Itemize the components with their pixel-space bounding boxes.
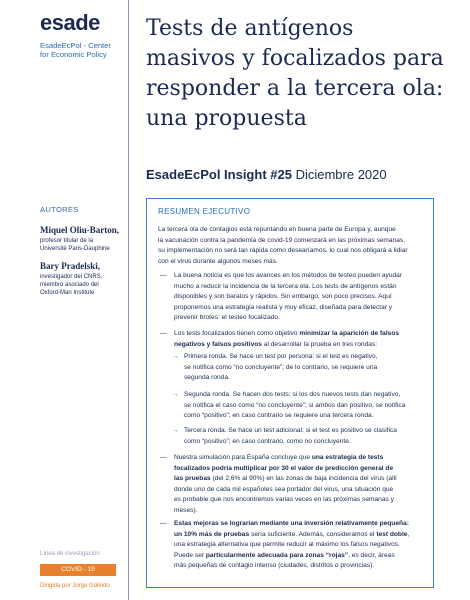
title-line: una propuesta — [146, 106, 307, 131]
author-2-affiliation-1: investigador del CNRS, — [40, 274, 103, 280]
insight-heading — [146, 167, 387, 182]
insight-date: Diciembre 2020 — [295, 167, 387, 182]
text-line: La buena noticia es que los avances en los métodos de testeo pueden ayudar — [174, 272, 403, 279]
text-line: una estrategia alternativa que permite reducir al máximo los falsos negativos. — [174, 541, 400, 549]
research-line-label: Línea de investigación — [40, 551, 100, 557]
text-line: se notifica como “no concluyente”; de lo contrario, se requiere una — [184, 363, 378, 371]
text-line: meses). — [174, 506, 198, 514]
text-line: La tercera ola de contagios está repuntando en buena parte de Europa y, aunque — [158, 226, 396, 233]
author-1-name: Miquel Oliu-Barton, — [40, 225, 120, 235]
org-name-line-1: EsadeEcPol - Center — [40, 41, 111, 50]
text-line: Puede ser particularmente adecuada para zonas “rojas”, es decir, áreas — [174, 551, 395, 559]
author-2-affiliation-3: Oxford-Man Institute — [40, 290, 95, 296]
text-line: Tercera ronda. Se hace un test adicional: si el test es positivo se clasifica — [184, 427, 397, 434]
title-line: Tests de antígenos — [146, 16, 354, 41]
text-line: la vacunación contra la pandemia de covid-19 comenzará en las próximas semanas, — [158, 236, 406, 244]
arrow-right-icon: → — [172, 353, 179, 360]
text-line: Estas mejoras se lograrían mediante una inversión relativamente pequeña: — [174, 520, 409, 527]
text-line: disponibles y son baratos y rápidos. Sin embargo, son poco precisos. Aquí — [174, 293, 392, 301]
text-line: se notifica el caso como “no concluyente”; si ambos dan positivo, se notifica — [184, 401, 406, 409]
summary-intro — [158, 225, 428, 267]
text-line: las pruebas (del 2,6% al 90%) en las zonas de baja incidencia del virus (allí — [174, 475, 397, 483]
author-1-affiliation-2: Université Paris-Dauphine — [40, 246, 110, 252]
text-line: un 10% más de pruebas sería suficiente. Además, consideramos el test doble, — [174, 530, 410, 538]
dash-icon: — — [160, 272, 167, 279]
arrow-right-icon: → — [172, 391, 179, 398]
title-line: masivos y focalizados para — [146, 46, 444, 71]
author-1-affiliation-1: profesor titular de la — [40, 238, 94, 244]
authors-label: AUTORES — [40, 205, 79, 214]
text-line: Primera ronda. Se hace un test por persona: si el test es negativo, — [184, 353, 378, 360]
text-line: mucho a reducir la incidencia de la tercera ola. Los tests de antígenos están — [174, 282, 397, 290]
text-line: como “positivo”; en caso contrario, como no concluyente. — [184, 437, 351, 445]
org-name-line-2: for Economic Policy — [40, 50, 107, 59]
esade-logo: esade — [40, 10, 100, 35]
text-line: prevenir brotes: el testeo focalizado. — [174, 314, 280, 322]
text-line: su implementación no será tan rápida como desearíamos, lo cual nos obligará a lidiar — [158, 247, 408, 255]
text-line: proponemos una estrategia realista y muy eficaz, diseñada para detectar y — [174, 303, 393, 311]
text-line: Los tests focalizados tienen como objetivo minimizar la aparición de falsos — [174, 330, 400, 337]
summary-title: RESUMEN EJECUTIVO — [158, 207, 251, 216]
title-line: responder a la tercera ola: — [146, 76, 444, 101]
covid-tag[interactable]: COVID - 19 — [40, 564, 116, 576]
text-line: Nuestra simulación para España concluye que una estrategia de tests — [174, 454, 384, 461]
directed-by: Dirigida por Jorge Galindo — [40, 583, 110, 589]
text-line: con el virus durante algunos meses más. — [158, 257, 278, 265]
text-line: es probable que nos encontremos varias veces en las próximas semanas y — [174, 496, 394, 504]
author-2-affiliation-2: miembro asociado del — [40, 282, 99, 288]
text-line: más pequeñas de contagio intenso (ciudades, distritos o provincias). — [174, 562, 375, 570]
text-line: negativos y falsos positivos al desarrollar la prueba en tres rondas: — [174, 340, 378, 348]
dash-icon: — — [160, 520, 167, 527]
text-line: segunda ronda. — [184, 374, 230, 382]
sidebar — [0, 0, 128, 600]
text-line: focalizados podría multiplicar por 30 el valor de predicción general de — [174, 464, 394, 472]
insight-label: EsadeEcPol Insight #25 — [146, 167, 292, 182]
text-line: Segunda ronda. Se hacen dos tests; si los dos nuevos tests dan negativo, — [184, 391, 401, 398]
author-2-name: Bary Pradelski, — [40, 261, 100, 271]
text-line: donde uno de cada mil españoles sea portador del virus, una situación que — [174, 485, 394, 493]
text-line: como “positivo”; en caso contrario se requiere una tercera ronda. — [184, 412, 374, 420]
arrow-right-icon: → — [172, 427, 179, 434]
dash-icon: — — [160, 330, 167, 337]
page-title — [146, 14, 458, 134]
dash-icon: — — [160, 454, 167, 461]
vertical-divider — [128, 0, 129, 600]
